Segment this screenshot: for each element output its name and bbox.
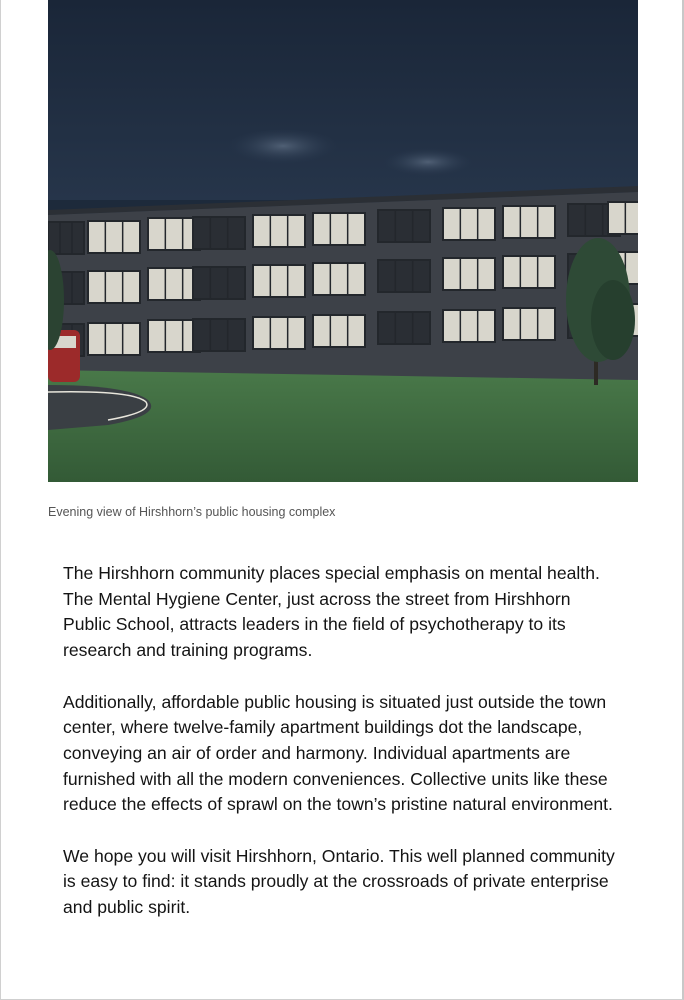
paragraph-visit-invitation: We hope you will visit Hirshhorn, Ontario. This well planned community is easy to find: it stands proudly at the crossroads of private enterprise and public spirit.	[63, 845, 615, 918]
lawn	[48, 365, 638, 482]
photo-caption: Evening view of Hirshhorn’s public housing complex	[48, 505, 336, 519]
building-window	[313, 213, 365, 245]
building-window	[608, 202, 638, 234]
building-window	[503, 206, 555, 238]
building-window	[88, 271, 140, 303]
building-window	[88, 323, 140, 355]
building-window	[193, 319, 245, 351]
building-window	[193, 267, 245, 299]
building-window	[378, 260, 430, 292]
building-window	[443, 208, 495, 240]
building-window	[48, 222, 84, 254]
building-window	[503, 256, 555, 288]
article-body	[63, 561, 623, 947]
building-window	[378, 312, 430, 344]
building-window	[88, 221, 140, 253]
building-windows	[48, 202, 638, 356]
building-window	[253, 317, 305, 349]
paragraph-mental-health: The Hirshhorn community places special emphasis on mental health. The Mental Hygiene Center, just across the street from Hirshhorn Public School, attracts leaders in the field of psychotherapy to its research and training programs.	[63, 563, 600, 661]
building-window	[313, 315, 365, 347]
building-window	[443, 258, 495, 290]
paragraph-public-housing: Additionally, affordable public housing is situated just outside the town center, where twelve-family apartment buildings dot the landscape, conveying an air of order and harmony. Individual apartments are furnished with all the modern conveniences. Collective units like these reduce the effects of sprawl on the town’s pristine natural environment.	[63, 691, 613, 815]
building-window	[313, 263, 365, 295]
housing-complex-photo	[48, 0, 638, 482]
building-window	[193, 217, 245, 249]
sky	[48, 0, 638, 200]
building-window	[253, 215, 305, 247]
building-window	[503, 308, 555, 340]
building-window	[253, 265, 305, 297]
night-apartment-building-photo-icon	[48, 0, 638, 482]
cloud	[228, 128, 338, 164]
building-window	[443, 310, 495, 342]
building-window	[378, 210, 430, 242]
cloud	[383, 148, 473, 176]
